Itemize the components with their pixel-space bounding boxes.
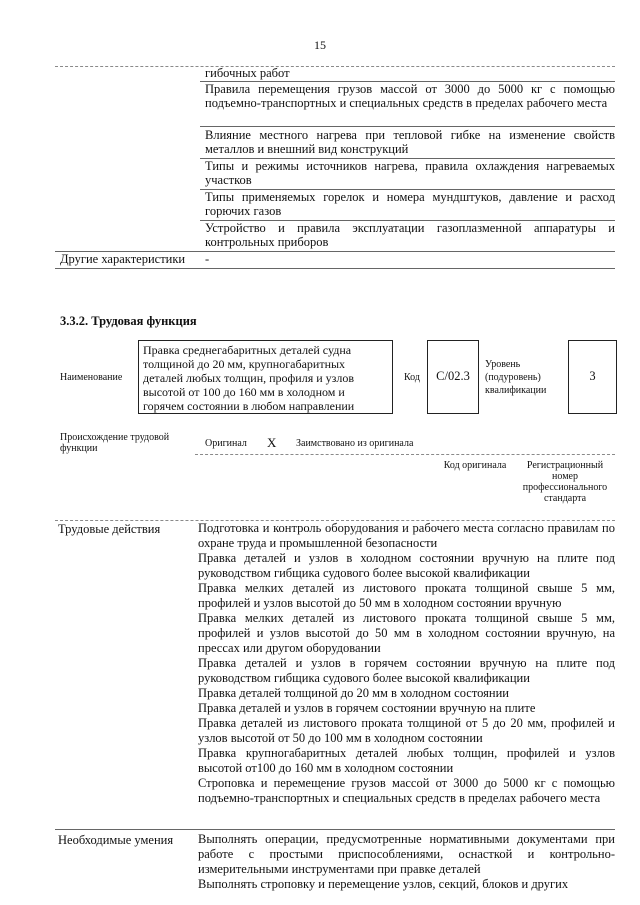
- code-original-label: Код оригинала: [443, 460, 507, 471]
- section-heading: 3.3.2. Трудовая функция: [60, 314, 197, 328]
- function-name-box: [138, 340, 393, 414]
- table-row: Влияние местного нагрева при тепловой гибке на изменение свойств металлов и внешний вид конструкций: [205, 128, 615, 156]
- list-item: Правка деталей и узлов в холодном состоянии вручную на плите под руководством гибщика судового более высокой квалификации: [198, 551, 615, 580]
- origin-rule: [195, 454, 615, 455]
- list-item: Правка мелких деталей из листового проката толщиной свыше 5 мм, профилей и узлов высотой до 50 мм в холодном состоянии вручную: [198, 581, 615, 610]
- borrowed-label: Заимствовано из оригинала: [296, 438, 414, 449]
- table-row: Типы и режимы источников нагрева, правила охлаждения нагреваемых участков: [205, 159, 615, 187]
- list-item: Правка деталей и узлов в горячем состоянии вручную на плите под руководством гибщика судового более высокой квалификации: [198, 656, 615, 685]
- table-row: Правила перемещения грузов массой от 3000 до 5000 кг с помощью подъемно-транспортных и специальных средств в пределах рабочего места: [205, 82, 615, 110]
- actions-list: [198, 521, 615, 821]
- code-box: [427, 340, 479, 414]
- function-name: Правка среднегабаритных деталей судна толщиной до 20 мм, крупногабаритных деталей любых толщин, профиля и узлов высотой от 100 до 160 мм в холодном и горячем состоянии в любом направлении: [143, 343, 355, 413]
- code-value: C/02.3: [436, 369, 470, 383]
- list-item: Правка деталей толщиной до 20 мм в холодном состоянии: [198, 686, 509, 700]
- skills-list: [198, 832, 615, 892]
- row-divider: [55, 268, 615, 269]
- other-characteristics-label: Другие характеристики: [60, 252, 186, 266]
- level-value: 3: [589, 369, 596, 383]
- list-item: Правка крупногабаритных деталей любых толщин, профилей и узлов высотой от100 до 160 мм в холодном состоянии: [198, 746, 615, 775]
- list-item: Строповка и перемещение грузов массой от 3000 до 5000 кг с помощью подъемно-транспортных и специальных средств в пределах рабочего места: [198, 776, 615, 805]
- actions-label: Трудовые действия: [58, 522, 161, 536]
- skills-label: Необходимые умения: [58, 833, 174, 847]
- original-label: Оригинал: [205, 438, 247, 449]
- list-item: Выполнять операции, предусмотренные нормативными документами при работе с простыми приспособлениями, оснасткой и контрольно-измерительными инструментами при правке деталей: [198, 832, 615, 876]
- table-row: гибочных работ: [205, 66, 290, 80]
- table-row: Типы применяемых горелок и номера мундштуков, давление и расход горючих газов: [205, 190, 615, 218]
- table-row: Устройство и правила эксплуатации газоплазменной аппаратуры и контрольных приборов: [205, 221, 615, 249]
- list-item: Правка деталей и узлов в горячем состоянии вручную на плите: [198, 701, 536, 715]
- skills-top-rule: [55, 829, 615, 830]
- list-item: Правка мелких деталей из листового проката толщиной свыше 5 мм, профилей и узлов высотой до 50 мм в холодном состоянии вручную, на прессах или другом оборудовании: [198, 611, 615, 655]
- code-label: Код: [404, 372, 420, 383]
- page-number: 15: [314, 38, 326, 52]
- original-mark: X: [267, 435, 277, 450]
- name-label: Наименование: [60, 372, 123, 383]
- list-item: Правка деталей из листового проката толщиной от 5 до 20 мм, профилей и узлов высотой от 50 до 100 мм в холодном состоянии: [198, 716, 615, 745]
- level-box: [568, 340, 617, 414]
- row-divider: [200, 126, 615, 127]
- list-item: Подготовка и контроль оборудования и рабочего места согласно правилам по охране труда и промышленной безопасности: [198, 521, 615, 550]
- other-characteristics-value: -: [205, 252, 210, 266]
- level-label: Уровень (подуровень) квалификации: [485, 359, 547, 396]
- reg-number-label: Регистрационный номер профессионального стандарта: [522, 460, 608, 504]
- origin-label: Происхождение трудовой функции: [60, 432, 170, 454]
- list-item: Выполнять строповку и перемещение узлов, секций, блоков и других: [198, 877, 569, 891]
